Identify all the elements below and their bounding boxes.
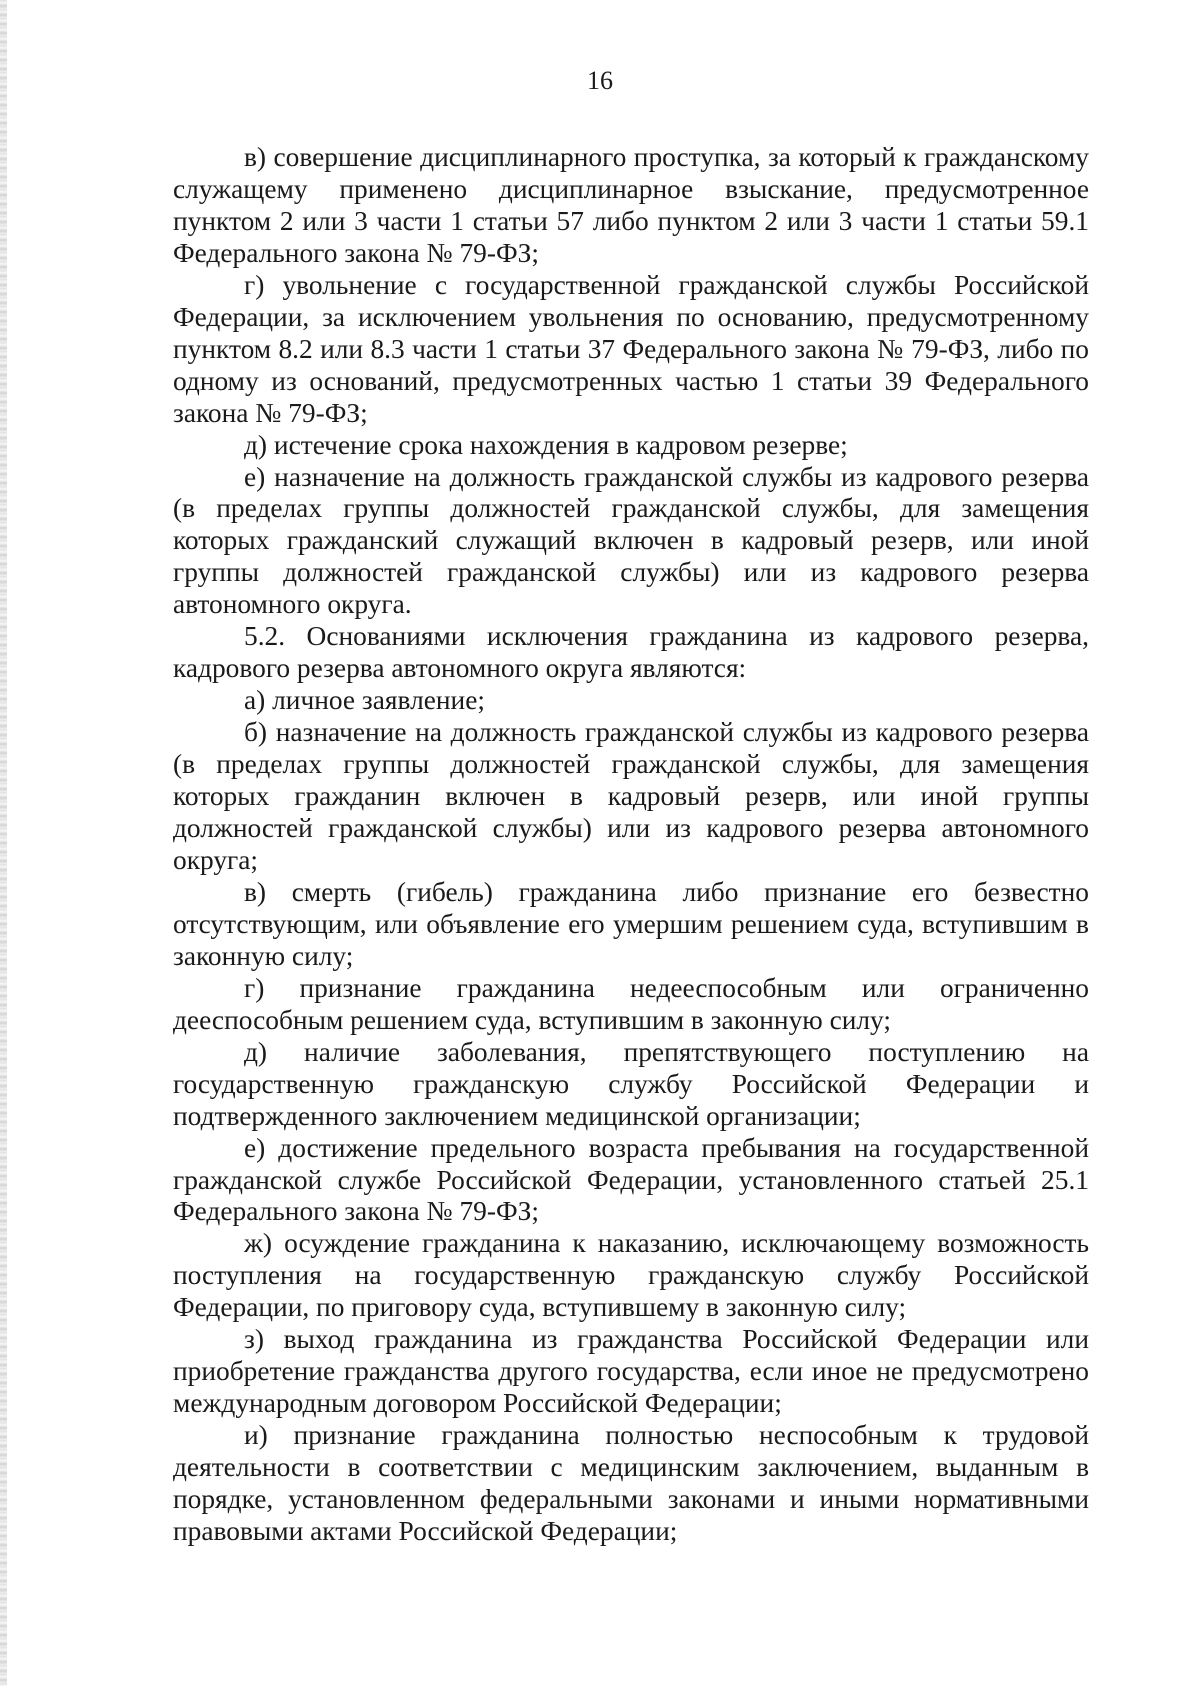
document-body <box>173 142 1089 1548</box>
paragraph-item-b-appointment: б) назначение на должность гражданской службы из кадрового резерва (в пределах группы должностей гражданской службы, для замещения которых гражданин включен в кадровый резерв, или иной группы должностей гражданской службы) или из кадрового резерва автономного округа; <box>173 717 1089 875</box>
paragraph-item-e-age-limit: е) достижение предельного возраста пребывания на государственной гражданской службе Российской Федерации, установленного статьей 25.1 Федерального закона № 79-ФЗ; <box>173 1132 1089 1227</box>
paragraph-item-zh-conviction: ж) осуждение гражданина к наказанию, исключающему возможность поступления на государственную гражданскую службу Российской Федерации, по приговору суда, вступившему в законную силу; <box>173 1228 1089 1323</box>
scan-edge-artifact <box>0 0 7 1686</box>
paragraph-item-g-incapacity: г) признание гражданина недееспособным или ограниченно дееспособным решением суда, вступившим в законную силу; <box>173 972 1089 1035</box>
paragraph-item-v-death: в) смерть (гибель) гражданина либо признание его безвестно отсутствующим, или объявление его умершим решением суда, вступившим в законную силу; <box>173 876 1089 971</box>
paragraph-section-5-2: 5.2. Основаниями исключения гражданина из кадрового резерва, кадрового резерва автономного округа являются: <box>173 621 1089 684</box>
paragraph-item-e-appointment: е) назначение на должность гражданской службы из кадрового резерва (в пределах группы должностей гражданской службы, для замещения которых гражданский служащий включен в кадровый резерв, или иной группы должностей гражданской службы) или из кадрового резерва автономного округа. <box>173 461 1089 620</box>
paragraph-item-z-citizenship: з) выход гражданина из гражданства Российской Федерации или приобретение гражданства другого государства, если иное не предусмотрено международным договором Российской Федерации; <box>173 1324 1089 1419</box>
paragraph-item-d-illness: д) наличие заболевания, препятствующего поступлению на государственную гражданскую службу Российской Федерации и подтвержденного заключением медицинской организации; <box>173 1036 1089 1131</box>
page-number: 16 <box>587 66 613 95</box>
paragraph-item-i-work-incapacity: и) признание гражданина полностью неспособным к трудовой деятельности в соответствии с медицинским заключением, выданным в порядке, установленном федеральными законами и иными нормативными правовыми актами Российской Федерации; <box>173 1420 1089 1546</box>
paragraph-item-a-personal-statement: а) личное заявление; <box>244 685 485 716</box>
paragraph-item-g-dismissal: г) увольнение с государственной гражданской службы Российской Федерации, за исключением увольнения по основанию, предусмотренному пунктом 8.2 или 8.3 части 1 статьи 37 Федерального закона № 79-ФЗ, либо по одному из оснований, предусмотренных частью 1 статьи 39 Федерального закона № 79-ФЗ; <box>173 269 1089 428</box>
paragraph-item-v-disciplinary: в) совершение дисциплинарного проступка, за который к гражданскому служащему применено дисциплинарное взыскание, предусмотренное пунктом 2 или 3 части 1 статьи 57 либо пунктом 2 или 3 части 1 статьи 59.1 Федерального закона № 79-ФЗ; <box>173 142 1089 268</box>
paragraph-item-d-term-expiry: д) истечение срока нахождения в кадровом резерве; <box>244 429 848 460</box>
